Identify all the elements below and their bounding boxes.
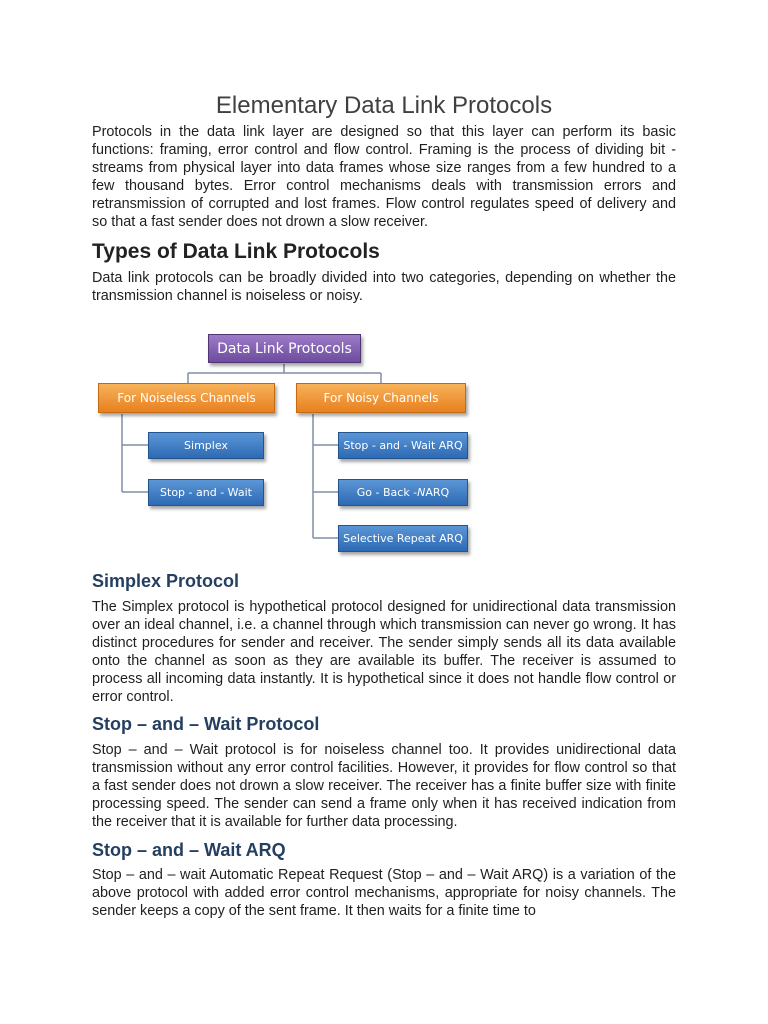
- noisy-channels-box: For Noisy Channels: [296, 383, 466, 413]
- page-title: Elementary Data Link Protocols: [215, 92, 553, 119]
- simplex-box: Simplex: [148, 432, 264, 459]
- simplex-paragraph: The Simplex protocol is hypothetical protocol designed for unidirectional data transmission over an ideal channel, i.e. a channel through which transmission can never go wrong. It has distinct procedures for sender and receiver. The sender simply sends all its data available onto the channel as soon as they are available its buffer. The receiver is assumed to process all incoming data instantly. It is hypothetical since it does not handle flow control or error control.: [92, 599, 676, 705]
- noiseless-connector: [122, 414, 148, 492]
- stop-and-wait-arq-paragraph: Stop – and – wait Automatic Repeat Request (Stop – and – Wait ARQ) is a variation of the above protocol with added error control mechanisms, appropriate for noisy channels. The sender keeps a copy of the sent frame. It then waits for a finite time to: [92, 867, 676, 919]
- simplex-heading: Simplex Protocol: [92, 571, 240, 591]
- go-back-n-arq-box: Go - Back - N ARQ: [338, 479, 468, 506]
- noiseless-channels-box: For Noiseless Channels: [98, 383, 275, 413]
- stop-and-wait-heading: Stop – and – Wait Protocol: [92, 714, 320, 734]
- intro-paragraph: Protocols in the data link layer are designed so that this layer can perform its basic functions: framing, error control and flow control. Framing is the process of dividing bit - streams from physical layer into data frames whose size ranges from a few hundred to a few thousand bytes. Error control mechanisms deals with transmission errors and retransmission of corrupted and lost frames. Flow control regulates speed of delivery and so that a fast sender does not drown a slow receiver.: [92, 124, 676, 230]
- protocol-diagram: [98, 330, 478, 556]
- noisy-connector: [313, 414, 338, 538]
- selective-repeat-arq-box: Selective Repeat ARQ: [338, 525, 468, 552]
- types-paragraph: Data link protocols can be broadly divided into two categories, depending on whether the transmission channel is noiseless or noisy.: [92, 270, 676, 304]
- root-connector: [188, 364, 381, 383]
- stop-and-wait-paragraph: Stop – and – Wait protocol is for noiseless channel too. It provides unidirectional data transmission without any error control facilities. However, it provides for flow control so that a fast sender does not drown a slow receiver. The receiver has a finite buffer size with finite processing speed. The sender can send a frame only when it has received indication from the receiver that it is available for further data processing.: [92, 742, 676, 830]
- stop-and-wait-box: Stop - and - Wait: [148, 479, 264, 506]
- stop-and-wait-arq-box: Stop - and - Wait ARQ: [338, 432, 468, 459]
- types-heading: Types of Data Link Protocols: [92, 240, 380, 263]
- data-link-protocols-box: Data Link Protocols: [208, 334, 361, 363]
- stop-and-wait-arq-heading: Stop – and – Wait ARQ: [92, 840, 286, 860]
